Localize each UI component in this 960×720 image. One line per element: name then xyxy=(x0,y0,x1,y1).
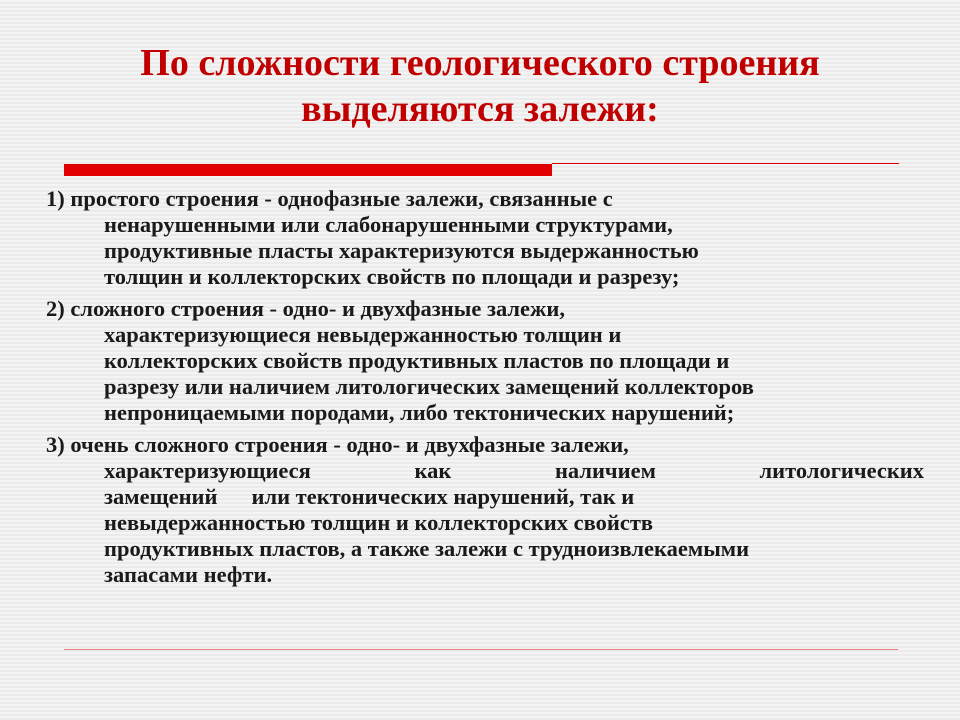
item-2-line-1: 2) сложного строения - одно- и двухфазные залежи, xyxy=(46,296,565,321)
list-item-very-complex xyxy=(46,432,946,588)
item-1-line-3: продуктивные пласты характеризуются выдержанностью xyxy=(104,238,699,263)
item-2-line-4: разрезу или наличием литологических замещений коллекторов xyxy=(104,374,754,399)
item-3-line-3 xyxy=(46,484,946,510)
item-3-line-4: невыдержанностью толщин и коллекторских свойств xyxy=(104,510,654,535)
title-line-1: По сложности геологического строения xyxy=(140,42,820,84)
item-3-line-3-part-2: или тектонических нарушений, так и xyxy=(251,484,635,509)
item-2-line-2: характеризующиеся невыдержанностью толщин и xyxy=(104,322,622,347)
item-3-line-2-justified xyxy=(104,458,924,484)
item-3-line-2-wrapper xyxy=(46,458,946,484)
title-underline-thin xyxy=(552,163,899,164)
item-1-line-4: толщин и коллекторских свойств по площади и разрезу; xyxy=(104,264,680,289)
list-item-complex xyxy=(46,296,946,426)
item-3-line-6: запасами нефти. xyxy=(104,562,273,587)
item-3-word-3: наличием xyxy=(554,458,656,483)
slide-title xyxy=(60,40,900,132)
list-item-simple xyxy=(46,186,946,290)
item-2-line-5: непроницаемыми породами, либо тектонических нарушений; xyxy=(104,400,735,425)
item-3-line-1: 3) очень сложного строения - одно- и двухфазные залежи, xyxy=(46,432,629,457)
bottom-rule xyxy=(64,649,898,650)
item-3-line-3-part-1: замещений xyxy=(104,484,218,509)
item-1-line-2: ненарушенными или слабонарушенными структурами, xyxy=(104,212,673,237)
item-1-line-1: 1) простого строения - однофазные залежи, связанные с xyxy=(46,186,613,211)
item-3-word-2: как xyxy=(414,458,452,483)
item-3-line-5: продуктивных пластов, а также залежи с трудноизвлекаемыми xyxy=(104,536,750,561)
item-2-line-3: коллекторских свойств продуктивных пластов по площади и xyxy=(104,348,730,373)
item-3-word-4: литологических xyxy=(759,458,924,483)
title-underline-thick xyxy=(64,164,552,176)
item-3-word-1: характеризующиеся xyxy=(104,458,311,483)
slide-body xyxy=(46,186,946,594)
title-line-2: выделяются залежи: xyxy=(301,88,659,130)
